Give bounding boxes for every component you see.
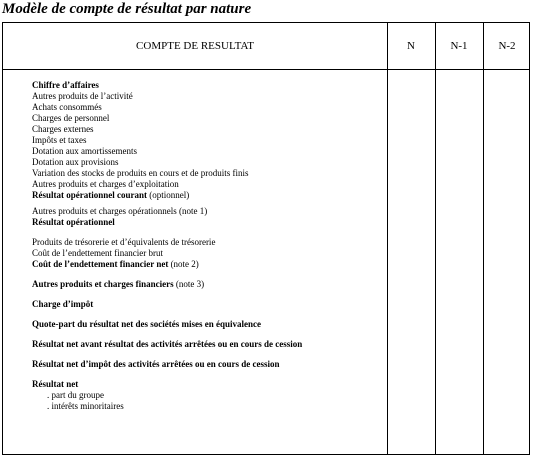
line-chiffre-affaires: Chiffre d’affaires xyxy=(32,80,99,90)
line-autres-produits-charges-exploitation: Autres produits et charges d’exploitation xyxy=(32,179,179,189)
line-charges-externes: Charges externes xyxy=(32,124,94,134)
line-interets-minoritaires: . intérêts minoritaires xyxy=(47,401,124,411)
line-autres-produits-charges-financiers: Autres produits et charges financiers (note 3) xyxy=(32,279,205,289)
line-items xyxy=(32,80,384,412)
line-autres-produits-activite: Autres produits de l’activité xyxy=(32,91,133,101)
header-year-n: N xyxy=(407,40,415,52)
header-year-n-2: N-2 xyxy=(498,40,516,52)
line-resultat-operationnel: Résultat opérationnel xyxy=(32,217,115,227)
header-year-n-1: N-1 xyxy=(450,40,468,52)
line-autres-produits-charges-operationnels: Autres produits et charges opérationnels (note 1) xyxy=(32,206,208,216)
line-quote-part-mises-en-equivalence: Quote-part du résultat net des sociétés mises en équivalence xyxy=(32,319,261,329)
line-part-du-groupe: . part du groupe xyxy=(47,390,104,400)
line-produits-tresorerie: Produits de trésorerie et d’équivalents de trésorerie xyxy=(32,237,216,247)
line-achats-consommes: Achats consommés xyxy=(32,102,102,112)
page-title: Modèle de compte de résultat par nature xyxy=(2,1,252,17)
header-divider xyxy=(3,69,529,70)
line-variation-stocks: Variation des stocks de produits en cours et de produits finis xyxy=(32,168,249,178)
line-dotation-amortissements: Dotation aux amortissements xyxy=(32,146,137,156)
line-resultat-net: Résultat net xyxy=(32,379,79,389)
income-statement-table xyxy=(2,22,530,455)
line-resultat-operationnel-courant: Résultat opérationnel courant (optionnel) xyxy=(32,190,190,200)
header-compte-de-resultat: COMPTE DE RESULTAT xyxy=(136,40,254,52)
line-dotation-provisions: Dotation aux provisions xyxy=(32,157,119,167)
line-charges-personnel: Charges de personnel xyxy=(32,113,110,123)
line-impots-taxes: Impôts et taxes xyxy=(32,135,87,145)
line-charge-impot: Charge d’impôt xyxy=(32,299,94,309)
column-divider-n2 xyxy=(483,23,484,454)
line-resultat-net-activites-arretees: Résultat net d’impôt des activités arrêtées ou en cours de cession xyxy=(32,359,280,369)
line-resultat-net-avant-activites-arretees: Résultat net avant résultat des activités arrêtées ou en cours de cession xyxy=(32,339,303,349)
column-divider-n xyxy=(387,23,388,454)
column-divider-n1 xyxy=(435,23,436,454)
line-cout-endettement-net: Coût de l’endettement financier net (note 2) xyxy=(32,259,199,269)
line-cout-endettement-brut: Coût de l’endettement financier brut xyxy=(32,248,163,258)
